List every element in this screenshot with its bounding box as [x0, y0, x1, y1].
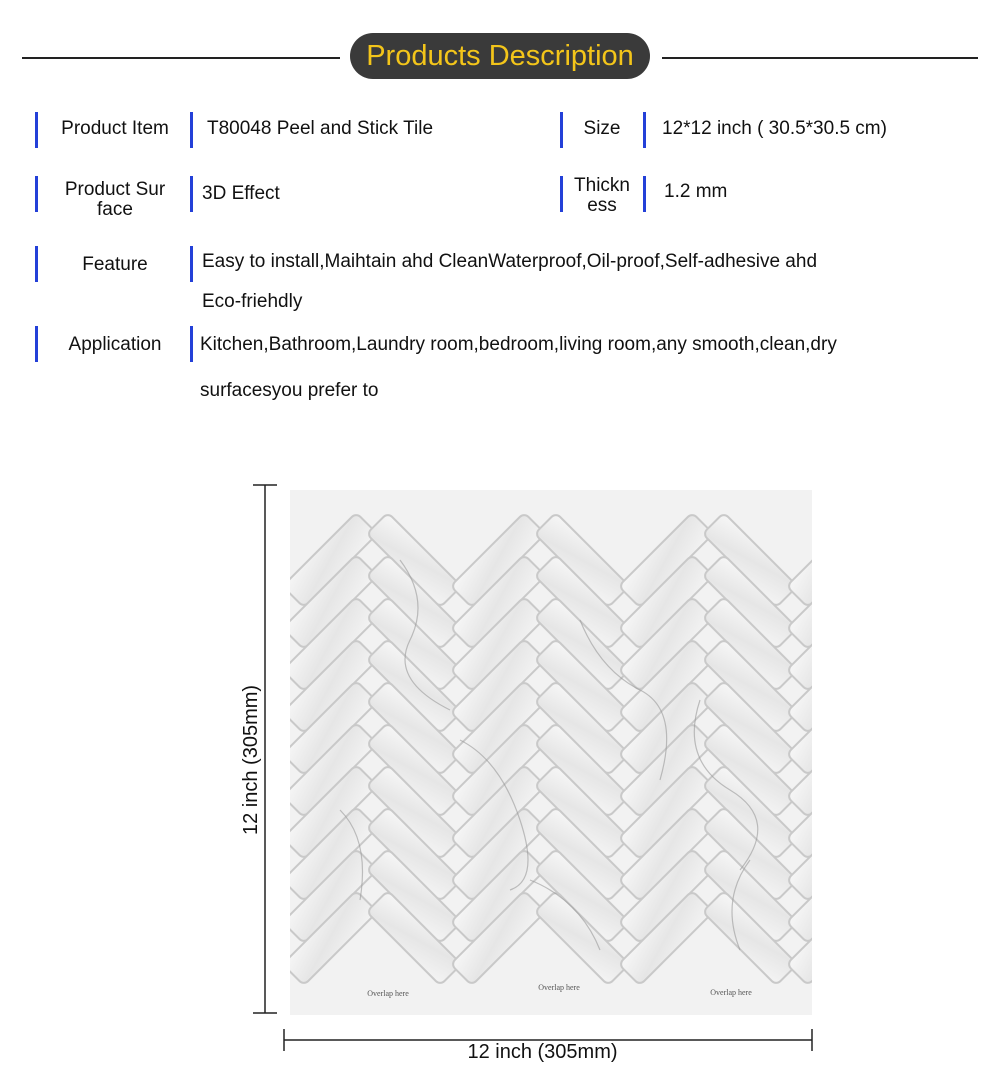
- width-dimension-label: 12 inch (305mm): [467, 1041, 618, 1063]
- accent-bar: [643, 112, 646, 148]
- accent-bar: [643, 176, 646, 212]
- accent-bar: [560, 112, 563, 148]
- application-value-line1: Kitchen,Bathroom,Laundry room,bedroom,living room,any smooth,clean,dry: [200, 334, 837, 355]
- feature-label: Feature: [82, 254, 148, 275]
- product-surface-value: 3D Effect: [202, 183, 280, 204]
- size-value: 12*12 inch ( 30.5*30.5 cm): [662, 118, 887, 139]
- size-label: Size: [583, 118, 621, 139]
- tile-sheet-image: [280, 480, 825, 1040]
- overlap-label-2: Overlap here: [538, 983, 580, 992]
- accent-bar: [560, 176, 563, 212]
- feature-value-line2: Eco-friehdly: [202, 291, 303, 312]
- header-rule-right: [662, 57, 978, 59]
- accent-bar: [35, 326, 38, 362]
- product-item-value: T80048 Peel and Stick Tile: [207, 118, 434, 139]
- section-title: Products Description: [350, 33, 650, 79]
- accent-bar: [35, 176, 38, 212]
- header-rule-left: [22, 57, 340, 59]
- accent-bar: [190, 326, 193, 362]
- accent-bar: [35, 112, 38, 148]
- tile-pattern: [283, 513, 825, 986]
- thickness-value: 1.2 mm: [664, 181, 728, 202]
- product-surface-label-line2: face: [97, 199, 133, 220]
- accent-bar: [35, 246, 38, 282]
- feature-value-line1: Easy to install,Maihtain ahd CleanWaterproof,Oil-proof,Self-adhesive ahd: [202, 251, 818, 272]
- accent-bar: [190, 176, 193, 212]
- thickness-label-line2: ess: [587, 195, 617, 216]
- product-item-label: Product Item: [61, 118, 169, 139]
- accent-bar: [190, 246, 193, 282]
- overlap-label-3: Overlap here: [710, 988, 752, 997]
- application-value-line2: surfacesyou prefer to: [200, 380, 379, 401]
- application-label: Application: [68, 334, 162, 355]
- product-surface-label-line1: Product Sur: [64, 179, 166, 200]
- overlap-label-1: Overlap here: [367, 989, 409, 998]
- thickness-label-line1: Thickn: [574, 175, 630, 196]
- thickness-label: [565, 176, 639, 216]
- accent-bar: [190, 112, 193, 148]
- product-surface-label: [40, 180, 190, 220]
